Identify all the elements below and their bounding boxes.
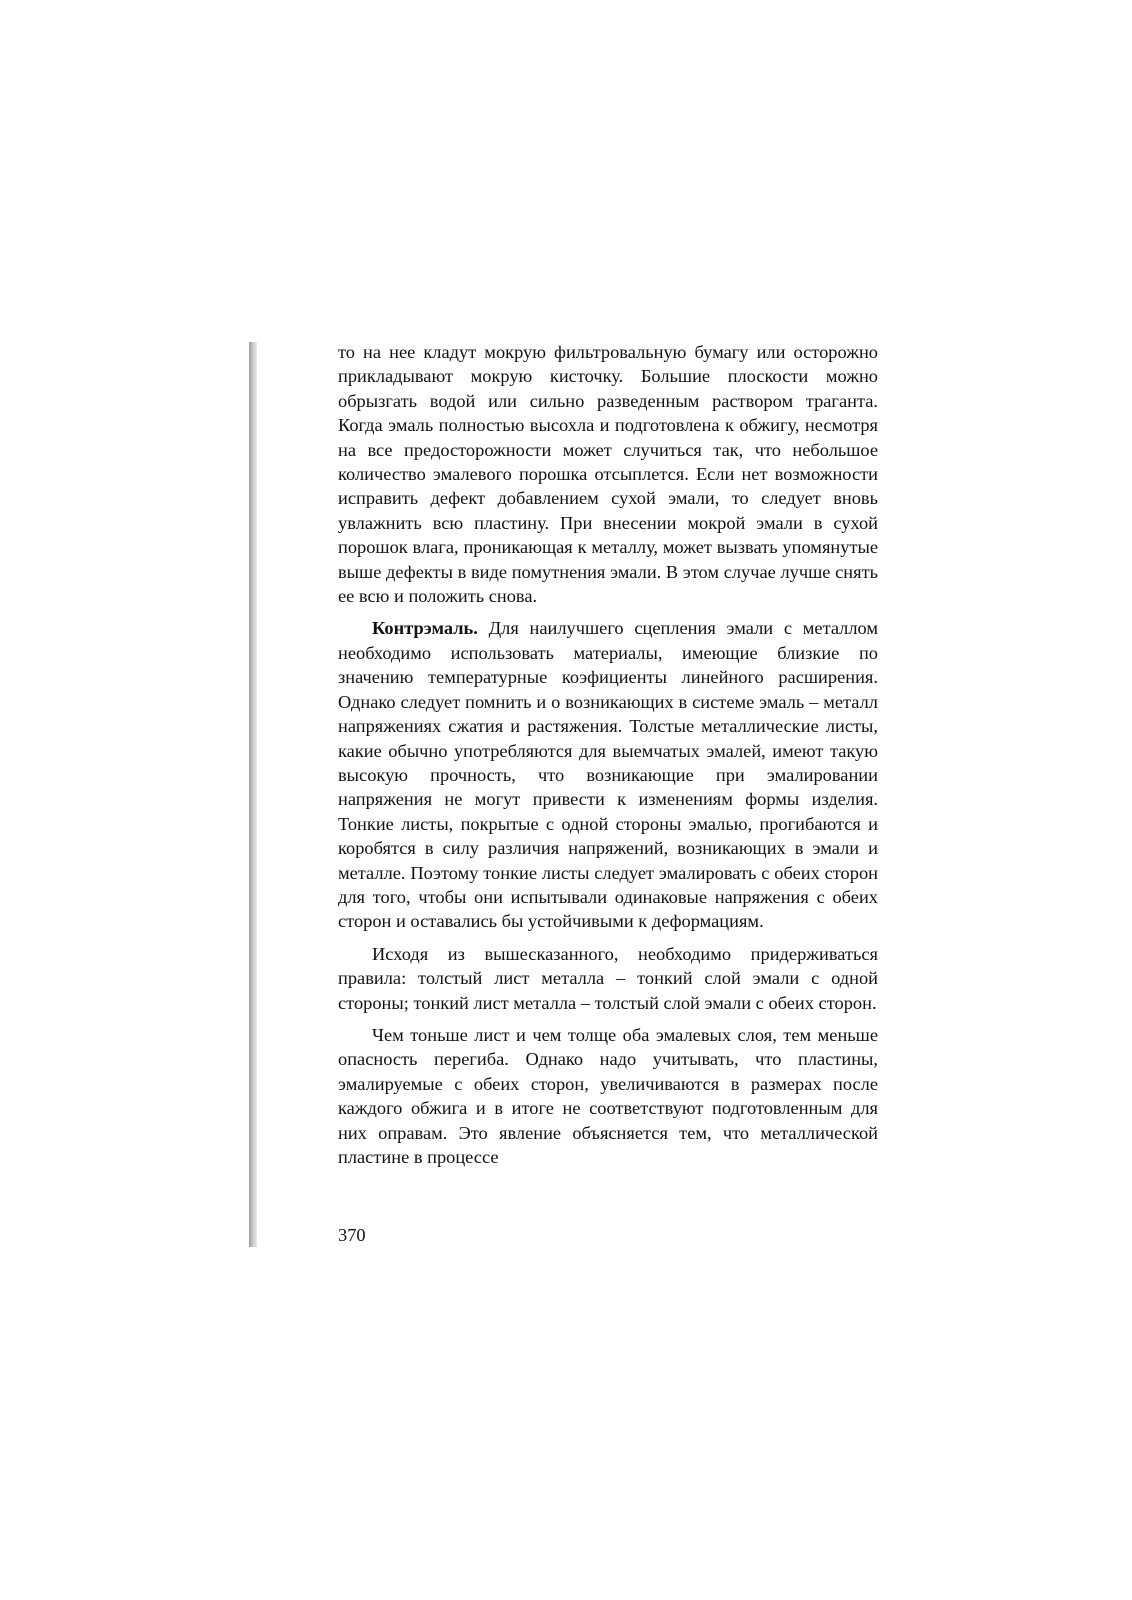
section-lead-term: Контрэмаль. <box>372 618 478 639</box>
paragraph-text: Исходя из вышесказанного, необходимо придерживаться правила: толстый лист металла – тонкий слой эмали с одной стороны; тонкий лист металла – толстый слой эмали с обеих сторон. <box>338 943 878 1013</box>
paragraph-kontremal <box>338 616 878 933</box>
paragraph-text: то на нее кладут мокрую фильтровальную бумагу или осторожно прикладывают мокрую кисточку. Большие плоскости можно обрызгать водой или сильно разведенным раствором траганта. Когда эмаль полностью высохла и подготовлена к обжигу, несмотря на все предосторожности может случиться так, что небольшое количество эмалевого порошка отсыплется. Если нет возможности исправить дефект добавлением сухой эмали, то следует вновь увлажнить всю пластину. При внесении мокрой эмали в сухой порошок влага, проникающая к металлу, может вызвать упомянутые выше дефекты в виде помутнения эмали. В этом случае лучше снять ее всю и положить снова. <box>338 342 878 607</box>
paragraph-rule <box>338 942 878 1015</box>
scan-binding-edge <box>249 342 257 1247</box>
page-number: 370 <box>338 1225 366 1245</box>
paragraph-thinner-sheet <box>338 1023 878 1169</box>
paragraph-continuation <box>338 340 878 608</box>
page-body <box>338 340 878 1169</box>
paragraph-text: Чем тоньше лист и чем толще оба эмалевых слоя, тем меньше опасность перегиба. Однако надо учитывать, что пластины, эмалируемые с обеих сторон, увеличиваются в размерах после каждого обжига и в итоге не соответствуют подготовленным для них оправам. Это явление объясняется тем, что металлической пластине в процессе <box>338 1024 878 1167</box>
paragraph-text: Для наилучшего сцепления эмали с металлом необходимо использовать материалы, имеющие близкие по значению температурные коэфициенты линейного расширения. Однако следует помнить и о возникающих в системе эмаль – металл напряжениях сжатия и растяжения. Толстые металлические листы, какие обычно употребляются для выемчатых эмалей, имеют такую высокую прочность, что возникающие при эмалировании напряжения не могут привести к изменениям формы изделия. Тонкие листы, покрытые с одной стороны эмалью, прогибаются и коробятся в силу различия напряжений, возникающих в эмали и металле. Поэтому тонкие листы следует эмалировать с обеих сторон для того, чтобы они испытывали одинаковые напряжения с обеих сторон и оставались бы устойчивыми к деформациям. <box>338 618 878 932</box>
